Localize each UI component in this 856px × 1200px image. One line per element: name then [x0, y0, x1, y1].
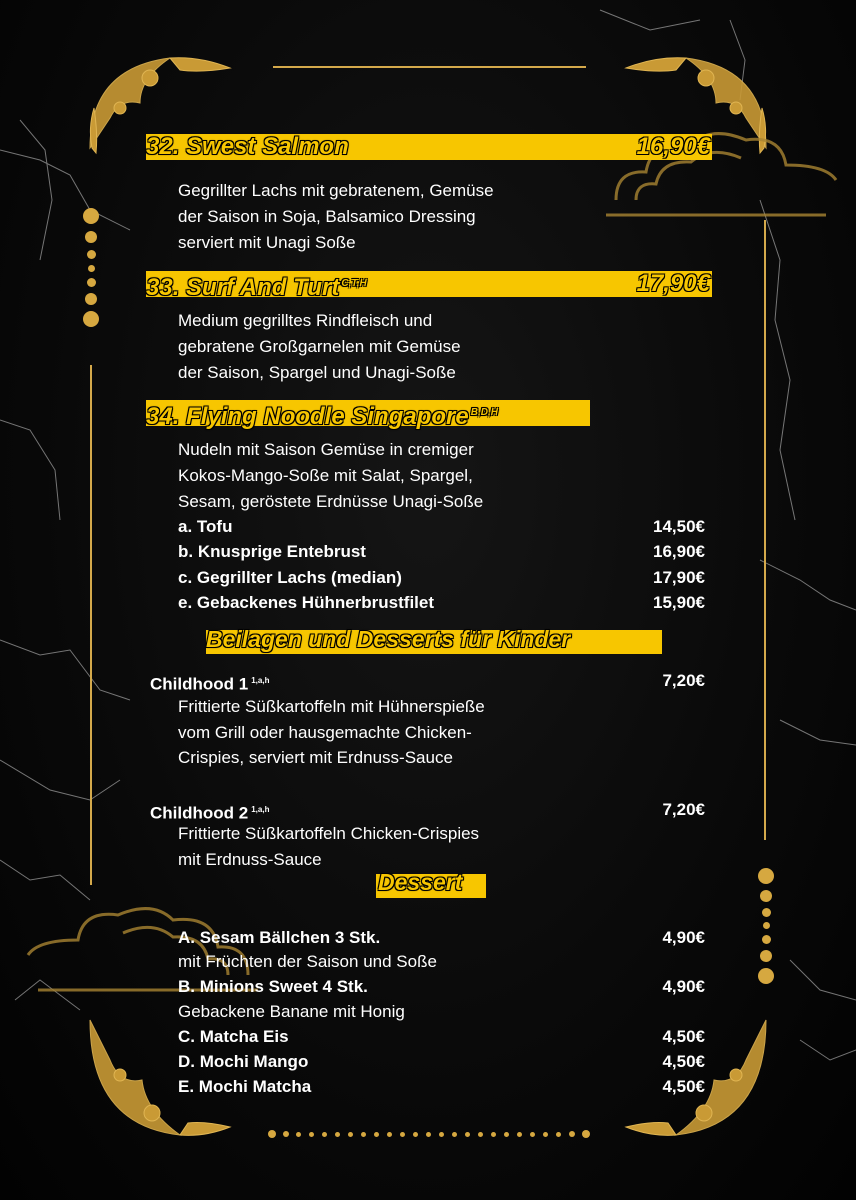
- item-price: 17,90€: [636, 270, 710, 297]
- dessert-item-price: 4,90€: [662, 977, 705, 996]
- kids-item-name: Childhood 1: [150, 674, 249, 694]
- item-desc-line: Frittierte Süßkartoffeln Chicken-Crispies: [178, 824, 480, 843]
- dessert-item-price: 4,50€: [662, 1027, 705, 1046]
- dessert-item-price: 4,90€: [662, 928, 705, 947]
- dessert-item-price: 4,50€: [662, 1077, 705, 1096]
- option-price: 15,90€: [653, 593, 705, 612]
- option-label: e. Gebackenes Hühnerbrustfilet: [178, 593, 435, 612]
- item-title-text: 34. Flying Noodle Singapore: [146, 403, 469, 430]
- option-label: b. Knusprige Entebrust: [178, 542, 366, 561]
- item-desc-line: Medium gegrilltes Rindfleisch und: [178, 311, 433, 330]
- allergen-codes: 1,a,h: [251, 676, 270, 685]
- frame-right-line: [764, 220, 766, 840]
- section-heading: Beilagen und Desserts für Kinder: [206, 626, 571, 652]
- item-desc-line: Gegrillter Lachs mit gebratenem, Gemüse: [178, 181, 494, 200]
- kids-item-name: Childhood 2: [150, 803, 249, 823]
- allergen-codes: C,T,H: [341, 278, 367, 289]
- option-label: c. Gegrillter Lachs (median): [178, 568, 402, 587]
- dessert-item-label: E. Mochi Matcha: [178, 1077, 312, 1096]
- dessert-item-note: Gebackene Banane mit Honig: [178, 1002, 405, 1021]
- item-price: 16,90€: [636, 133, 710, 160]
- option-price: 16,90€: [653, 542, 705, 561]
- item-desc-line: der Saison, Spargel und Unagi-Soße: [178, 363, 456, 382]
- item-desc-line: Frittierte Süßkartoffeln mit Hühnerspieße: [178, 697, 485, 716]
- item-title: [146, 271, 367, 301]
- dessert-item-label: C. Matcha Eis: [178, 1027, 289, 1046]
- item-desc-line: Kokos-Mango-Soße mit Salat, Spargel,: [178, 466, 473, 485]
- allergen-codes: B,D,H: [470, 407, 498, 418]
- dessert-item-label: B. Minions Sweet 4 Stk.: [178, 977, 368, 996]
- kids-item-price: 7,20€: [662, 800, 705, 819]
- item-title-text: 32. Swest Salmon: [146, 133, 349, 160]
- kids-item-label: [150, 668, 269, 697]
- item-desc-line: der Saison in Soja, Balsamico Dressing: [178, 207, 476, 226]
- frame-top-line: [273, 66, 586, 68]
- dessert-item-label: A. Sesam Bällchen 3 Stk.: [178, 928, 381, 947]
- item-title-text: 33. Surf And Turt: [146, 274, 340, 301]
- item-desc-line: mit Erdnuss-Sauce: [178, 850, 322, 869]
- dessert-item-price: 4,50€: [662, 1052, 705, 1071]
- option-price: 14,50€: [653, 517, 705, 536]
- item-desc-line: Nudeln mit Saison Gemüse in cremiger: [178, 440, 474, 459]
- allergen-codes: 1,a,h: [251, 805, 270, 814]
- dessert-item-note: mit Früchten der Saison und Soße: [178, 952, 437, 971]
- item-desc-line: gebratene Großgarnelen mit Gemüse: [178, 337, 461, 356]
- item-title: [146, 400, 498, 430]
- frame-left-line: [90, 365, 92, 885]
- section-heading: Dessert: [378, 869, 463, 895]
- item-desc-line: serviert mit Unagi Soße: [178, 233, 356, 252]
- item-desc-line: vom Grill oder hausgemachte Chicken-: [178, 723, 472, 742]
- dessert-item-label: D. Mochi Mango: [178, 1052, 309, 1071]
- item-desc-line: Sesam, geröstete Erdnüsse Unagi-Soße: [178, 492, 484, 511]
- option-label: a. Tofu: [178, 517, 233, 536]
- option-price: 17,90€: [653, 568, 705, 587]
- item-desc-line: Crispies, serviert mit Erdnuss-Sauce: [178, 748, 453, 767]
- kids-item-price: 7,20€: [662, 671, 705, 690]
- item-title: [146, 134, 349, 160]
